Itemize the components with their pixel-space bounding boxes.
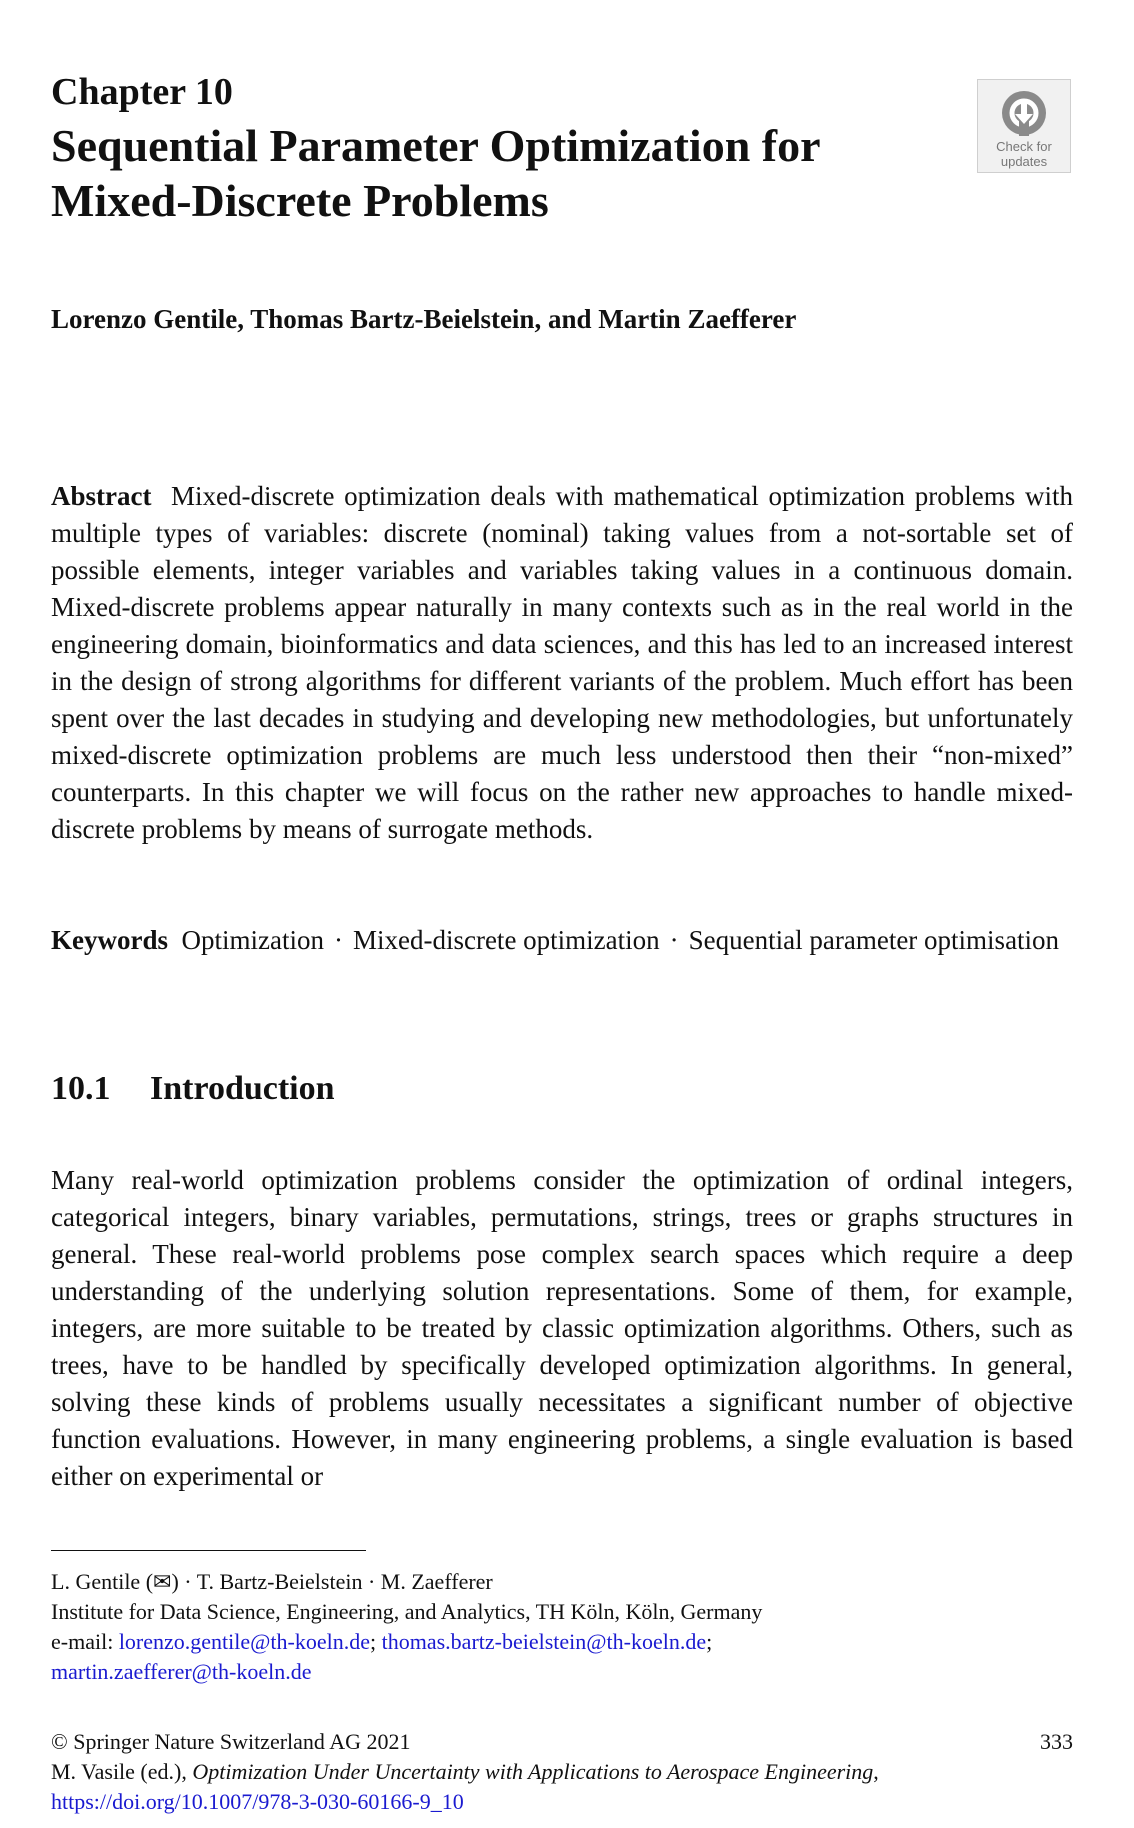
email-link[interactable]: thomas.bartz-beielstein@th-koeln.de [381, 1629, 707, 1654]
page-number: 333 [1040, 1729, 1073, 1754]
editor: M. Vasile (ed.), [51, 1759, 187, 1784]
keyword-item: Mixed-discrete optimization [352, 925, 660, 955]
section-title: Introduction [150, 1070, 335, 1107]
intro-paragraph: Many real-world optimization problems consider the optimization of ordinal integers, categorical integers, binary variables, permutations, strings, trees or graphs structures in general. These real-world problems pose complex search spaces which require a deep understanding of the underlying solution representations. Some of them, for example, integers, are more suitable to be treated by classic optimization algorithms. Others, such as trees, have to be handled by specifically developed optimization algorithms. In general, solving these kinds of problems usually necessitates a significant number of objective function evaluations. However, in many engineering problems, a single evaluation is based either on experimental or [51, 1165, 1073, 1491]
footnote-divider [51, 1550, 366, 1551]
abstract-label: Abstract [51, 481, 152, 511]
abstract [51, 478, 1073, 848]
keyword-separator: · [333, 925, 343, 955]
copyright-block [51, 1727, 1073, 1817]
doi-link[interactable]: https://doi.org/10.1007/978-3-030-60166-9_10 [51, 1789, 464, 1814]
email-link[interactable]: lorenzo.gentile@th-koeln.de [118, 1629, 370, 1654]
section-heading [51, 1068, 335, 1110]
badge-line-2: updates [1000, 154, 1048, 169]
footnote-emails: e-mail: lorenzo.gentile@th-koeln.de; thomas.bartz-beielstein@th-koeln.de; [51, 1629, 713, 1654]
chapter-label: Chapter 10 [51, 71, 233, 113]
keyword-item: Sequential parameter optimisation [688, 925, 1060, 955]
book-title: Optimization Under Uncertainty with Applications to Aerospace Engineering [192, 1759, 874, 1784]
email-link[interactable]: martin.zaefferer@th-koeln.de [51, 1659, 312, 1684]
citation: M. Vasile (ed.), Optimization Under Uncertainty with Applications to Aerospace Engineering, https://doi.org/10.1007/978-3-030-60166-9_10 [51, 1759, 879, 1814]
check-for-updates-icon [999, 88, 1049, 138]
footnote-affiliation: Institute for Data Science, Engineering, and Analytics, TH Köln, Köln, Germany [51, 1599, 763, 1624]
footnote-authors: L. Gentile (✉) · T. Bartz-Beielstein · M. Zaefferer [51, 1569, 493, 1594]
keyword-item: Optimization [181, 925, 324, 955]
copyright-line: © Springer Nature Switzerland AG 2021 [51, 1729, 411, 1754]
section-number: 10.1 [51, 1070, 111, 1107]
keyword-separator: · [669, 925, 679, 955]
keywords [51, 922, 1073, 959]
keywords-label: Keywords [51, 925, 168, 955]
check-for-updates-badge[interactable] [977, 79, 1071, 173]
footnote-emails-cont [51, 1657, 1073, 1687]
footnote [51, 1567, 1073, 1687]
page [51, 0, 1073, 1828]
chapter-title: Sequential Parameter Optimization for Mixed-Discrete Problems [51, 120, 820, 226]
authors: Lorenzo Gentile, Thomas Bartz-Beielstein, and Martin Zaefferer [51, 304, 797, 334]
badge-line-1: Check for [996, 139, 1052, 154]
abstract-text: Mixed-discrete optimization deals with mathematical optimization problems with multiple types of variables: discrete (nominal) taking values from a not-sortable set of possible elements, integer variables and variables taking values in a continuous domain. Mixed-discrete problems appear naturally in many contexts such as in the real world in the engineering domain, bioinformatics and data sciences, and this has led to an increased interest in the design of strong algorithms for different variants of the problem. Much effort has been spent over the last decades in studying and developing new methodologies, but unfortunately mixed-discrete optimization problems are much less understood then their “non-mixed” counterparts. In this chapter we will focus on the rather new approaches to handle mixed-discrete problems by means of surrogate methods. [51, 481, 1073, 844]
email-label: e-mail: [51, 1629, 114, 1654]
